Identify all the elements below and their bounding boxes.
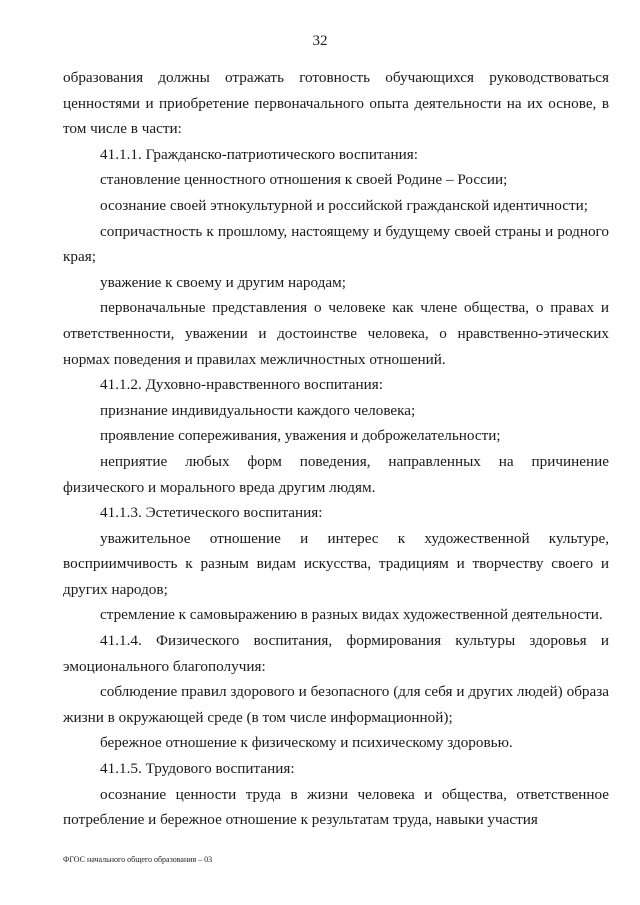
list-item: осознание ценности труда в жизни человека и общества, ответственное потребление и бережное отношение к результатам труда, навыки участия — [63, 785, 609, 829]
list-item: становление ценностного отношения к своей Родине – России; — [100, 171, 508, 189]
paragraph-continuation: образования должны отражать готовность обучающихся руководствоваться ценностями и приобретение первоначального опыта деятельности на их основе, в том числе в части: — [63, 69, 609, 138]
document-footer: ФГОС начального общего образования – 03 — [63, 855, 213, 864]
list-item: сопричастность к прошлому, настоящему и будущему своей страны и родного края; — [63, 222, 609, 266]
body-text — [63, 65, 609, 833]
section-heading-aesthetic: 41.1.3. Эстетического воспитания: — [100, 504, 323, 522]
list-item: первоначальные представления о человеке как члене общества, о правах и ответственности, уважении и достоинстве человека, о нравственно-этических нормах поведения и правилах межличностных отношений. — [63, 299, 609, 368]
list-item: соблюдение правил здорового и безопасного (для себя и других людей) образа жизни в окружающей среде (в том числе информационной); — [63, 683, 609, 726]
list-item: осознание своей этнокультурной и российской гражданской идентичности; — [100, 196, 588, 214]
list-item: стремление к самовыражению в разных видах художественной деятельности. — [100, 606, 603, 624]
section-heading-physical: 41.1.4. Физического воспитания, формирования культуры здоровья и эмоционального благополучия: — [63, 632, 609, 675]
list-item: бережное отношение к физическому и психическому здоровью. — [100, 734, 513, 752]
page-number: 32 — [312, 33, 328, 49]
list-item: уважительное отношение и интерес к художественной культуре, восприимчивость к разным видам искусства, традициям и творчеству своего и других народов; — [63, 529, 609, 598]
section-heading-civic: 41.1.1. Гражданско-патриотического воспитания: — [100, 145, 418, 163]
section-heading-spiritual: 41.1.2. Духовно-нравственного воспитания: — [100, 376, 383, 394]
list-item: проявление сопереживания, уважения и доброжелательности; — [100, 427, 501, 445]
list-item: признание индивидуальности каждого человека; — [100, 401, 416, 419]
list-item: неприятие любых форм поведения, направленных на причинение физического и морального вреда другим людям. — [63, 452, 609, 496]
list-item: уважение к своему и другим народам; — [100, 273, 346, 291]
section-heading-labor: 41.1.5. Трудового воспитания: — [100, 760, 295, 778]
